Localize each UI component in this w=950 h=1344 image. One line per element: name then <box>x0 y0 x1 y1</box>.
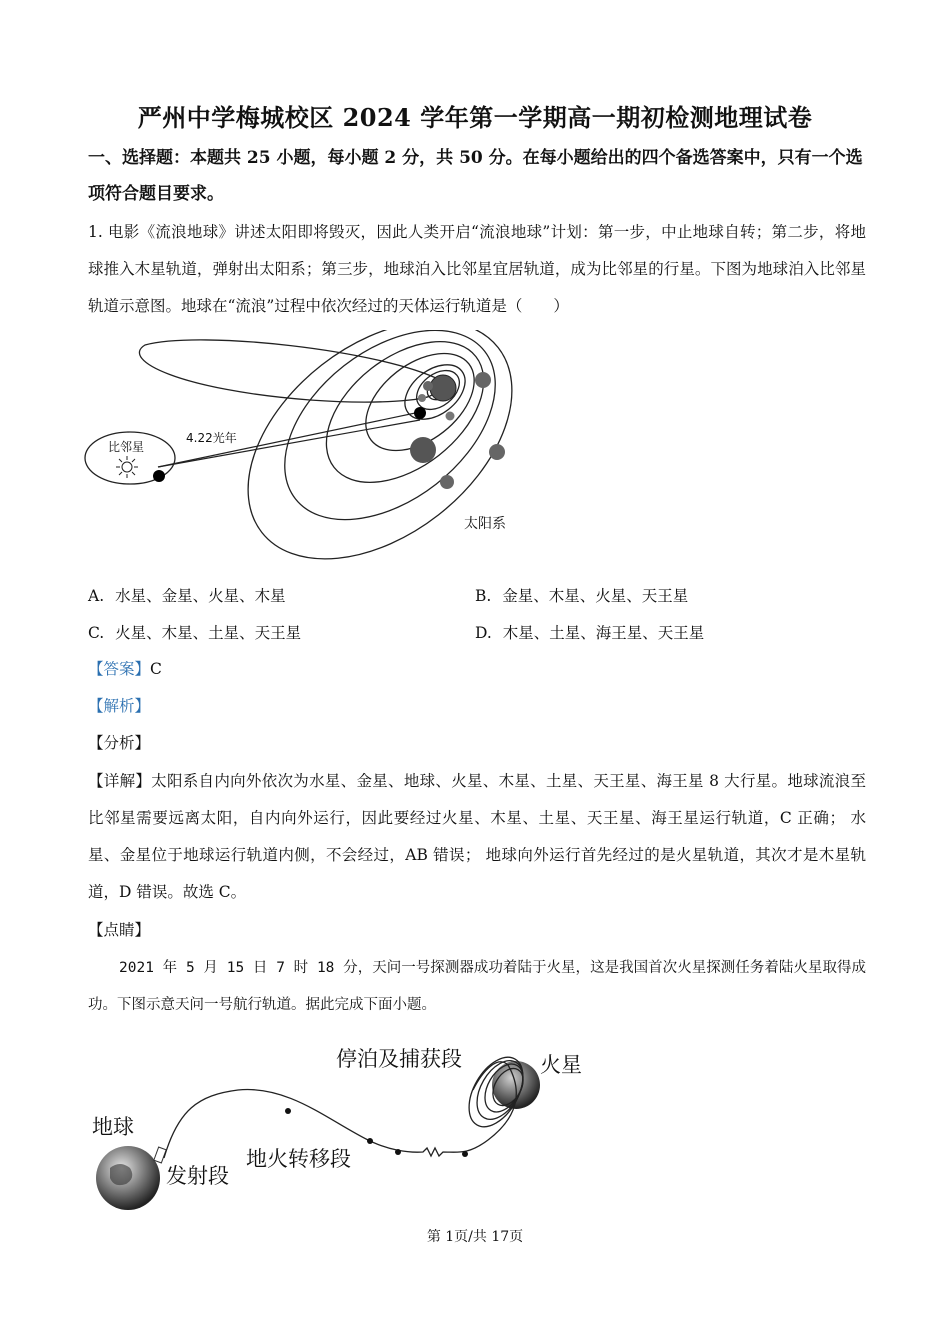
launch-label: 发射段 <box>166 1164 229 1188</box>
option-key: C. <box>88 624 105 642</box>
mars-label: 火星 <box>540 1053 582 1077</box>
option-key: A. <box>88 587 105 605</box>
option-key: D. <box>475 624 492 642</box>
tianwen-trajectory-figure <box>88 1030 608 1215</box>
sun <box>430 375 456 401</box>
detail-paragraph <box>88 763 866 911</box>
earth-dot <box>414 407 426 419</box>
option-text: 火星、木星、土星、天王星 <box>115 624 302 642</box>
option-c[interactable] <box>88 621 301 643</box>
option-d[interactable] <box>475 621 704 643</box>
section-heading: 一、选择题：本题共 25 小题，每小题 2 分，共 50 分。在每小题给出的四个备选答案中，只有一个选项符合题目要求。 <box>88 148 863 204</box>
parking-label: 停泊及捕获段 <box>336 1047 462 1071</box>
page-footer: 第 1页/共 17页 <box>426 1229 524 1245</box>
option-text: 木星、土星、海王星、天王星 <box>502 624 705 642</box>
answer-value: C <box>150 660 162 678</box>
dianjing-tag: 【点睛】 <box>88 921 151 939</box>
proxima-label: 比邻星 <box>108 440 145 454</box>
option-text: 水星、金星、火星、木星 <box>115 587 286 605</box>
transfer-trajectory <box>164 1062 516 1158</box>
earth-label: 地球 <box>92 1115 134 1139</box>
distance-label: 4.22光年 <box>186 431 237 445</box>
question-1-stem: 1. 电影《流浪地球》讲述太阳即将毁灭，因此人类开启“流浪地球”计划：第一步，中止地球自转；第二步，将地球推入木星轨道，弹射出太阳系；第三步，地球泊入比邻星宜居轨道，成为比邻星的行星。下图为地球泊入比邻星轨道示意图。地球在“流浪”过程中依次经过的天体运行轨道是（ ） <box>88 223 866 315</box>
transfer-label: 地火转移段 <box>246 1147 351 1171</box>
earth-at-proxima <box>153 470 165 482</box>
detail-text: 太阳系自内向外依次为水星、金星、地球、火星、木星、土星、天王星、海王星 8 大行星。地球流浪至比邻星需要远离太阳，自内向外运行，因此要经过火星、木星、土星、天王星、海王星运行轨道，C 正确； 水星、金星位于地球运行轨道内侧，不会经过，AB 错误； 地球向外运行首先经过的是火星轨道，其次才是木星轨道，D 错误。故选 C。 <box>88 772 866 901</box>
proxima-star-icon <box>116 456 138 478</box>
option-b[interactable] <box>475 584 688 606</box>
solar-system-figure <box>80 330 540 560</box>
option-a[interactable] <box>88 584 286 606</box>
analysis-tag: 【解析】 <box>88 697 151 715</box>
option-text: 金星、木星、火星、天王星 <box>502 587 689 605</box>
passage-text: 2021 年 5 月 15 日 7 时 18 分，天问一号探测器成功着陆于火星，这是我国首次火星探测任务着陆火星取得成功。下图示意天问一号航行轨道。据此完成下面小题。 <box>88 960 866 1013</box>
option-key: B. <box>475 587 492 605</box>
fenxi-tag: 【分析】 <box>88 734 151 752</box>
answer-tag: 【答案】 <box>88 660 151 678</box>
solar-system-label: 太阳系 <box>464 516 506 532</box>
wandering-path <box>139 340 440 402</box>
detail-tag: 【详解】 <box>88 772 152 790</box>
answer-line <box>88 657 162 681</box>
page-title: 严州中学梅城校区 2024 学年第一学期高一期初检测地理试卷 <box>137 103 813 132</box>
